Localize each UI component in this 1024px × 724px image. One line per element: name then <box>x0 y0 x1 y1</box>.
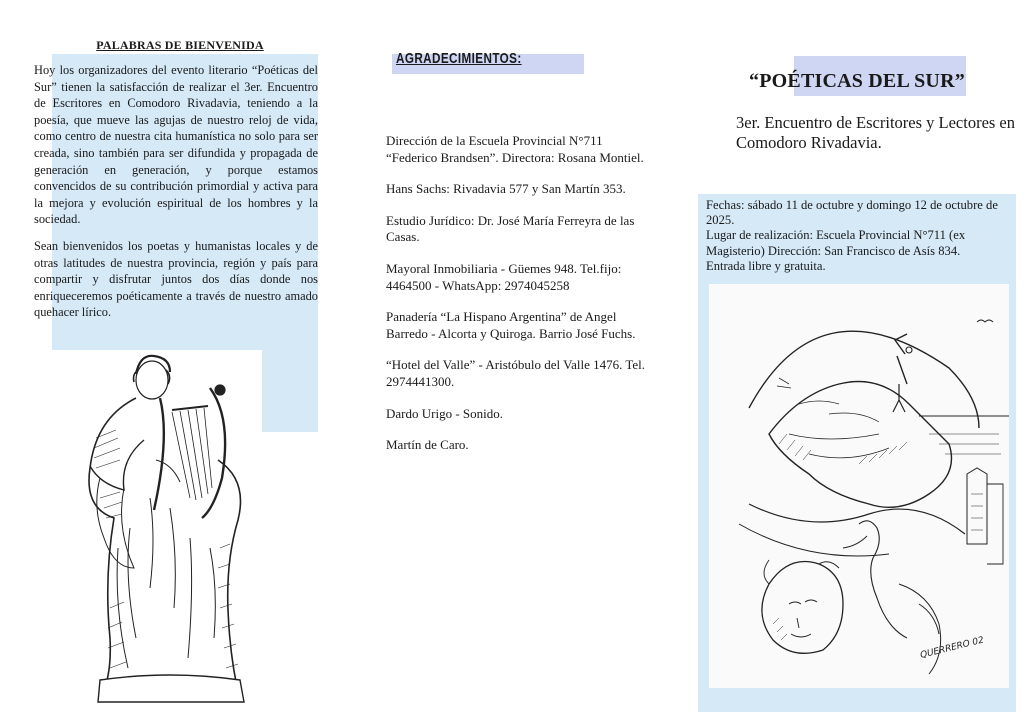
acknowledgement-item: Hans Sachs: Rivadavia 577 y San Martín 353. <box>386 181 626 197</box>
event-venue: Lugar de realización: Escuela Provincial N°711 (ex Magisterio) Dirección: San Francisco de Asís 834. <box>706 228 966 258</box>
acknowledgement-item: “Hotel del Valle” - Aristóbulo del Valle 1476. Tel. 2974441300. <box>386 357 646 389</box>
event-dates: Fechas: sábado 11 de octubre y domingo 12 de octubre de 2025. <box>706 198 998 228</box>
acknowledgement-item: Dardo Urigo - Sonido. <box>386 405 503 421</box>
coastal-landscape-illustration <box>709 284 1009 688</box>
acknowledgement-item: Estudio Jurídico: Dr. José María Ferreyra de las Casas. <box>386 212 635 245</box>
event-info <box>706 198 1012 274</box>
muse-with-lyre-illustration <box>60 348 272 710</box>
acknowledgements-list <box>386 133 656 469</box>
cover-subtitle: 3er. Encuentro de Escritores y Lectores en Comodoro Rivadavia. <box>736 113 1016 152</box>
acknowledgements-title: AGRADECIMIENTOS: <box>396 50 522 67</box>
event-entry: Entrada libre y gratuita. <box>706 258 826 273</box>
acknowledgement-item: Martín de Caro. <box>386 437 469 453</box>
acknowledgement-item: Mayoral Inmobiliaria - Güemes 948. Tel.fijo: 4464500 - WhatsApp: 2974045258 <box>386 260 622 293</box>
cover-title: “POÉTICAS DEL SUR” <box>749 70 965 92</box>
acknowledgement-item: Panadería “La Hispano Argentina” de Angel Barredo - Alcorta y Quiroga. Barrio José Fuchs. <box>386 309 636 341</box>
welcome-paragraph-2: Sean bienvenidos los poetas y humanistas locales y de otras latitudes de nuestra provincia, región y país para compartir y disfrutar juntos dos días donde nos enriqueceremos poéticamente a través de nuestro amado quehacer lírico. <box>34 239 318 320</box>
acknowledgement-item: Dirección de la Escuela Provincial N°711 “Federico Brandsen”. Directora: Rosana Montiel. <box>386 133 644 165</box>
illustration-signature: QUERRERO 02 <box>919 635 985 661</box>
welcome-highlight-strip <box>52 340 262 348</box>
welcome-title: PALABRAS DE BIENVENIDA <box>96 38 264 52</box>
welcome-paragraph-1: Hoy los organizadores del evento literario “Poéticas del Sur” tienen la satisfacción de realizar el 3er. Encuentro de Escritores en Comodoro Rivadavia, teniendo a la poesía, que mueve las agujas de nuestro reloj de vida, como centro de nuestra cita humanística no solo para ser creada, sino también para ser difundida y propagada de generación en generación, y porque estamos convencidos de su contribución primordial y activa para la mejora y evolución espiritual de los hombres y la sociedad. <box>34 63 318 227</box>
